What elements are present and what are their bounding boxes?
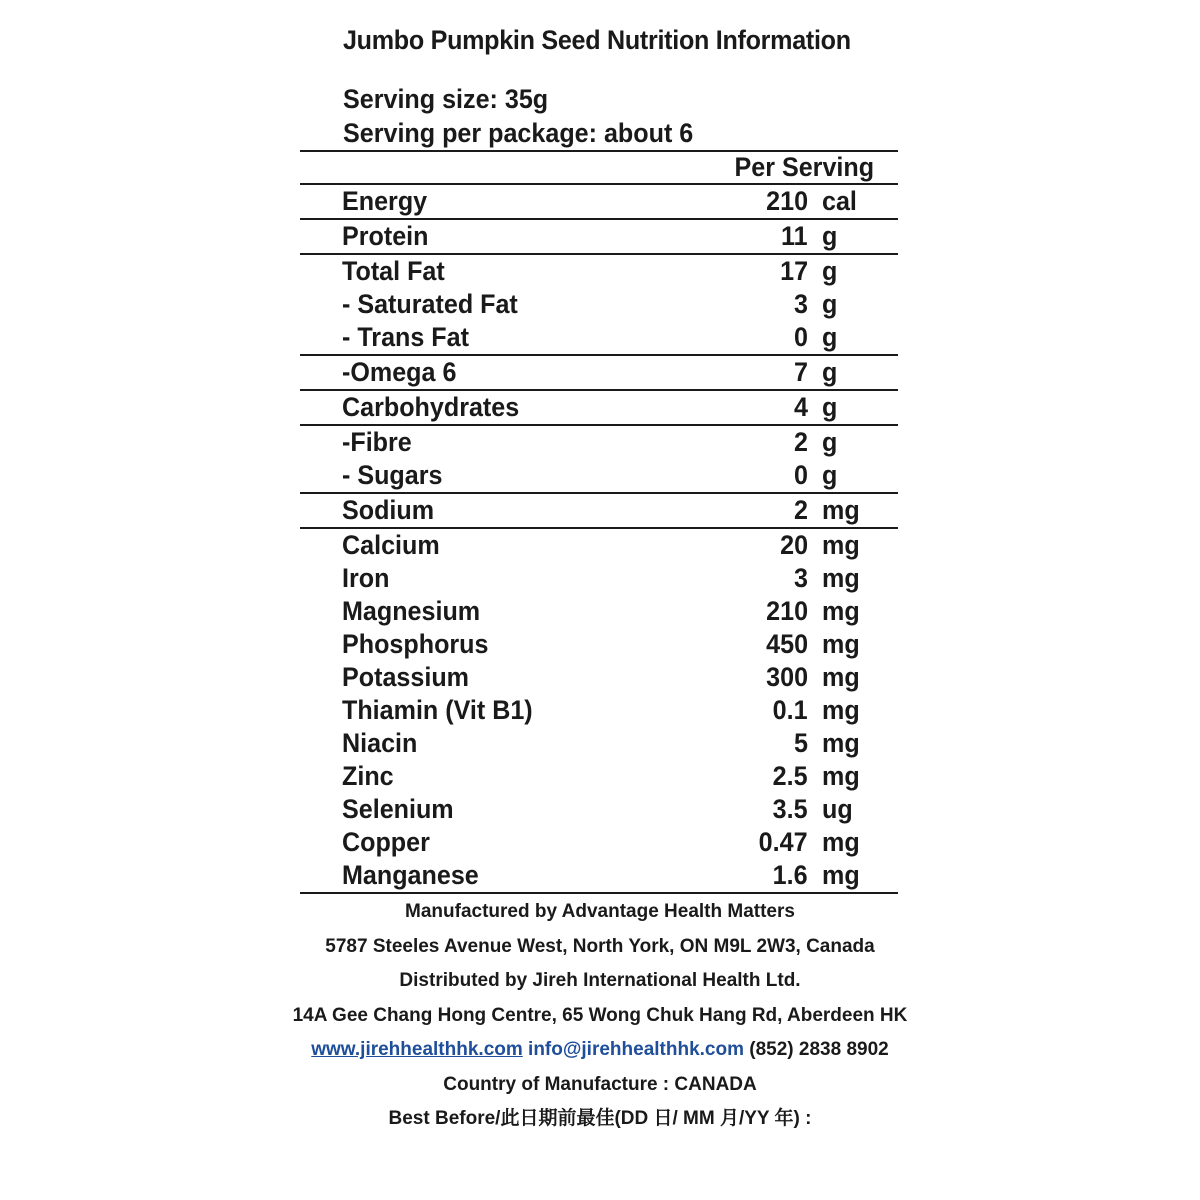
nutrient-name: Zinc bbox=[342, 761, 394, 791]
nutrient-row bbox=[300, 321, 898, 354]
nutrient-name: Sodium bbox=[342, 495, 435, 525]
nutrient-unit: mg bbox=[822, 728, 860, 758]
nutrient-row bbox=[300, 760, 898, 793]
nutrient-name: Carbohydrates bbox=[342, 392, 520, 422]
nutrient-name: -Fibre bbox=[342, 427, 412, 457]
nutrient-amount: 11 bbox=[781, 221, 808, 251]
nutrient-unit: mg bbox=[822, 827, 860, 857]
nutrient-name: Phosphorus bbox=[342, 629, 489, 659]
nutrient-amount: 0 bbox=[794, 322, 808, 352]
column-header-row bbox=[300, 152, 898, 183]
nutrient-amount: 3.5 bbox=[773, 794, 808, 824]
nutrient-row bbox=[300, 183, 898, 218]
nutrient-amount: 0.1 bbox=[773, 695, 808, 725]
nutrient-row bbox=[300, 694, 898, 727]
nutrient-amount: 0 bbox=[794, 460, 808, 490]
nutrient-unit: g bbox=[822, 392, 838, 422]
nutrient-unit: mg bbox=[822, 596, 860, 626]
nutrient-row bbox=[300, 389, 898, 424]
nutrient-unit: g bbox=[822, 289, 838, 319]
nutrient-row bbox=[300, 218, 898, 253]
nutrient-row bbox=[300, 859, 898, 892]
nutrient-row bbox=[300, 826, 898, 859]
distributor-address: 14A Gee Chang Hong Centre, 65 Wong Chuk Hang Rd, Aberdeen HK bbox=[292, 1004, 908, 1026]
email-link[interactable]: info@jirehhealthhk.com bbox=[528, 1039, 744, 1060]
nutrient-unit: mg bbox=[822, 530, 860, 560]
nutrient-unit: g bbox=[822, 427, 838, 457]
nutrient-unit: g bbox=[822, 460, 838, 490]
nutrient-row bbox=[300, 424, 898, 459]
nutrient-row bbox=[300, 492, 898, 527]
nutrient-unit: mg bbox=[822, 695, 860, 725]
distributor-line: Distributed by Jireh International Health Ltd. bbox=[399, 970, 801, 991]
nutrient-row bbox=[300, 628, 898, 661]
nutrient-name: Calcium bbox=[342, 530, 440, 560]
nutrient-row bbox=[300, 459, 898, 492]
nutrient-unit: mg bbox=[822, 662, 860, 692]
country-of-manufacture: Country of Manufacture : CANADA bbox=[443, 1073, 757, 1095]
nutrient-unit: g bbox=[822, 357, 838, 387]
nutrient-row bbox=[300, 562, 898, 595]
nutrient-name: Potassium bbox=[342, 662, 469, 692]
phone-number: (852) 2838 8902 bbox=[749, 1039, 889, 1060]
nutrient-unit: cal bbox=[822, 186, 857, 216]
nutrient-unit: mg bbox=[822, 629, 860, 659]
nutrient-name: Energy bbox=[342, 186, 428, 216]
nutrient-name: Protein bbox=[342, 221, 429, 251]
nutrient-name: Niacin bbox=[342, 728, 418, 758]
nutrient-unit: g bbox=[822, 256, 838, 286]
nutrient-amount: 450 bbox=[766, 629, 808, 659]
nutrient-amount: 17 bbox=[780, 256, 808, 286]
nutrient-row bbox=[300, 661, 898, 694]
nutrient-amount: 7 bbox=[794, 357, 808, 387]
nutrient-name: Total Fat bbox=[342, 256, 445, 286]
label-title: Jumbo Pumpkin Seed Nutrition Information bbox=[343, 25, 851, 55]
nutrient-name: Thiamin (Vit B1) bbox=[342, 695, 533, 725]
nutrition-label bbox=[300, 20, 898, 894]
nutrient-name: - Sugars bbox=[342, 460, 443, 490]
nutrient-name: Selenium bbox=[342, 794, 454, 824]
nutrient-unit: g bbox=[822, 221, 838, 251]
nutrient-unit: mg bbox=[822, 495, 860, 525]
nutrient-amount: 3 bbox=[794, 563, 808, 593]
nutrient-name: Iron bbox=[342, 563, 390, 593]
servings-per-package: Serving per package: about 6 bbox=[343, 118, 694, 148]
nutrient-unit: mg bbox=[822, 563, 860, 593]
nutrient-amount: 2 bbox=[794, 427, 808, 457]
manufacturer-line: Manufactured by Advantage Health Matters bbox=[405, 901, 795, 922]
nutrient-amount: 3 bbox=[794, 289, 808, 319]
nutrient-unit: mg bbox=[822, 761, 860, 791]
nutrient-name: Magnesium bbox=[342, 596, 481, 626]
nutrient-row bbox=[300, 253, 898, 288]
nutrient-name: Copper bbox=[342, 827, 430, 857]
nutrient-unit: mg bbox=[822, 860, 860, 890]
nutrient-amount: 2.5 bbox=[773, 761, 808, 791]
label-footer bbox=[0, 895, 1200, 1137]
nutrient-amount: 210 bbox=[766, 596, 808, 626]
nutrient-amount: 300 bbox=[766, 662, 808, 692]
nutrient-table bbox=[300, 183, 898, 892]
nutrient-amount: 4 bbox=[794, 392, 808, 422]
nutrient-amount: 2 bbox=[794, 495, 808, 525]
nutrient-row bbox=[300, 793, 898, 826]
nutrient-unit: ug bbox=[822, 794, 853, 824]
nutrient-row bbox=[300, 727, 898, 760]
nutrient-name: Manganese bbox=[342, 860, 479, 890]
nutrient-unit: g bbox=[822, 322, 838, 352]
best-before: Best Before/此日期前最佳(DD 日/ MM 月/YY 年) : bbox=[388, 1108, 812, 1129]
nutrient-name: - Trans Fat bbox=[342, 322, 469, 352]
nutrient-amount: 0.47 bbox=[759, 827, 808, 857]
manufacturer-address: 5787 Steeles Avenue West, North York, ON M9L 2W3, Canada bbox=[325, 935, 875, 957]
serving-size: Serving size: 35g bbox=[343, 84, 549, 114]
per-serving-header: Per Serving bbox=[734, 152, 874, 182]
nutrient-row bbox=[300, 354, 898, 389]
contact-line bbox=[0, 1033, 1200, 1068]
nutrient-amount: 210 bbox=[766, 186, 808, 216]
nutrient-row bbox=[300, 527, 898, 562]
bottom-divider bbox=[300, 892, 898, 894]
nutrient-amount: 5 bbox=[794, 728, 808, 758]
nutrient-name: - Saturated Fat bbox=[342, 289, 518, 319]
nutrient-row bbox=[300, 595, 898, 628]
nutrient-amount: 20 bbox=[780, 530, 808, 560]
nutrient-row bbox=[300, 288, 898, 321]
website-link[interactable]: www.jirehhealthhk.com bbox=[311, 1039, 523, 1060]
nutrient-amount: 1.6 bbox=[773, 860, 808, 890]
nutrient-name: -Omega 6 bbox=[342, 357, 457, 387]
